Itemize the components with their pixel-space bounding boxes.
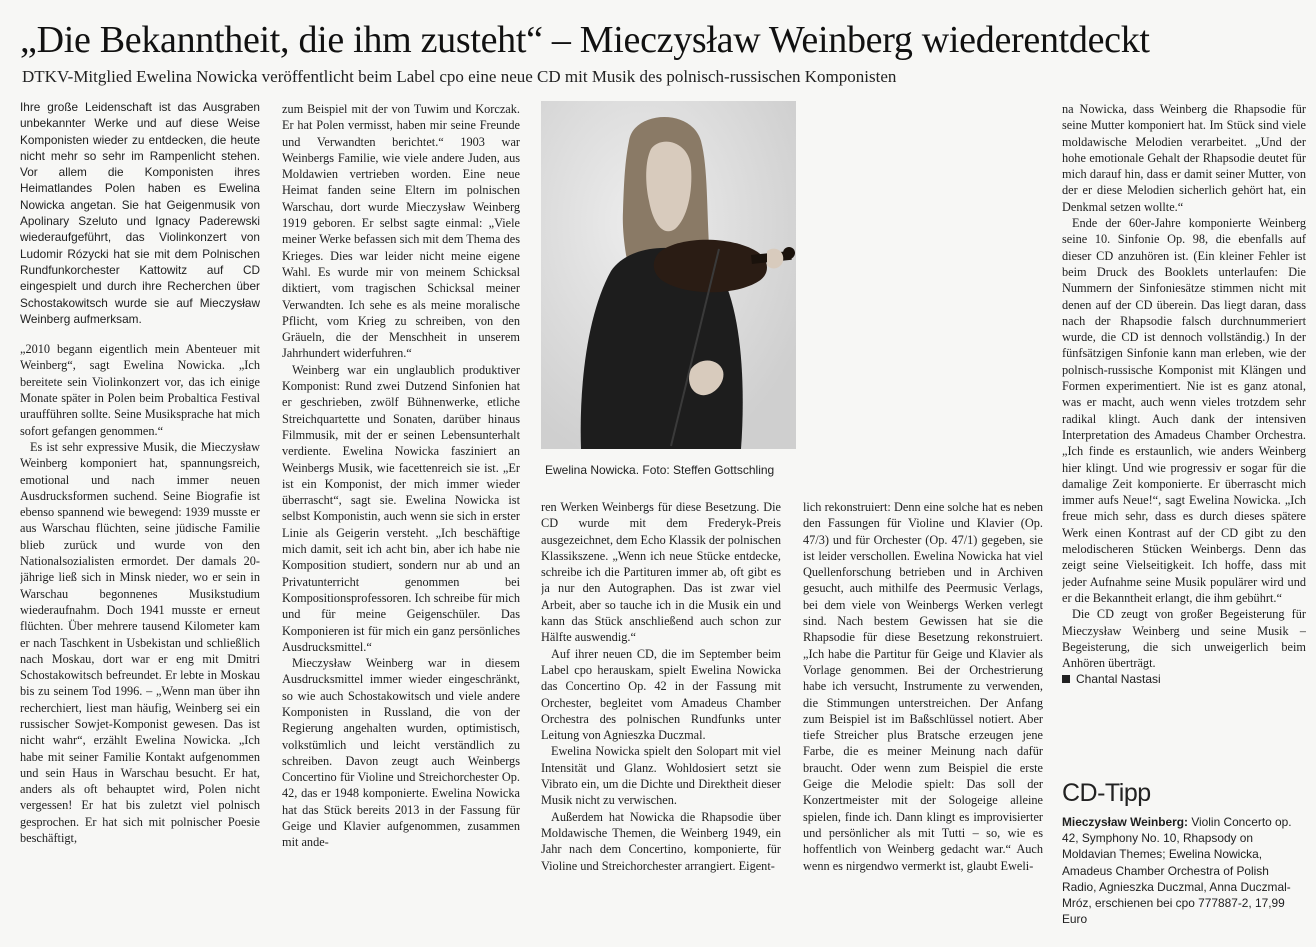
column-4 — [803, 499, 1043, 941]
paragraph: Weinberg war ein unglaublich produktiver Komponist: Rund zwei Dutzend Sinfonien hat er geschrieben, zwölf Bühnenwerke, etliche Streichquartette und Sonaten, darüber hinaus Filmmusik, mit der er seinen Lebensunterhalt verdiente. Ewelina Nowicka fasziniert an Weinbergs Musik, wie facettenreich sie ist. „Er ist ein Komponist, der mich immer wieder überrascht“, sagt sie. Ewelina Nowicka ist selbst Komponistin, auch wenn sie sich in erster Linie als Geigerin versteht. „Ich beschäftige mich damit, seit ich acht bin, aber ich habe nie Komposition studiert, sondern nur ab und an Privatunterricht genommen bei Kompositionsprofessoren. Ich schreibe für mich und für meine Geigenschüler. Das Komponieren ist für mich ein ganz persönliches Ausdrucksmittel.“ — [282, 362, 520, 654]
author-line — [1062, 671, 1306, 687]
paragraph: Außerdem hat Nowicka die Rhapsodie über Moldawische Themen, die Weinberg 1949, ein Jahr nach dem Concertino, komponierte, für Violine und Streichorchester arrangiert. Eigent- — [541, 809, 781, 873]
column-3 — [541, 499, 781, 941]
paragraph: ren Werken Weinbergs für diese Besetzung. Die CD wurde mit dem Frederyk-Preis ausgezeichnet, dem Echo Klassik der polnischen Klassikszene. „Wenn ich neue Stücke entdecke, schreibe ich die Partituren immer ab, oft gibt es ja nur den Autographen. Das ist zwar viel Arbeit, aber so tauche ich in die Musik ein und kann das Stück anschließend auch schon zur Hälfte auswendig.“ — [541, 500, 781, 645]
cd-tipp-body — [1062, 814, 1306, 927]
headline: „Die Bekanntheit, die ihm zusteht“ – Mieczysław Weinberg wiederentdeckt — [20, 19, 1150, 61]
violinist-illustration — [541, 101, 796, 449]
intro-block — [20, 99, 260, 327]
author-name: Chantal Nastasi — [1076, 672, 1161, 687]
violinist-photo — [541, 101, 796, 449]
paragraph: na Nowicka, dass Weinberg die Rhapsodie für seine Mutter komponiert hat. Im Stück sind viele moldawische Melodien verarbeitet. „Und der hohe emotionale Gehalt der Rhapsodie deutet für mich darauf hin, dass er damit seiner Mutter, von der er diese Melodien sicherlich gehört hat, ein Denkmal setzen wollte.“ — [1062, 102, 1306, 214]
cd-tipp-details: Violin Concerto op. 42, Symphony No. 10, Rhapsody on Moldavian Themes; Ewelina Nowicka, Amadeus Chamber Orchestra of Polish Radio, Agnieszka Duczmal, Anna Duczmal-Mróz, erschienen bei cpo 777887-2, 17,99 Euro — [1062, 815, 1292, 927]
column-2 — [282, 101, 520, 941]
cd-tipp-artist: Mieczysław Weinberg: — [1062, 815, 1188, 829]
paragraph: Die CD zeugt von großer Begeisterung für Mieczysław Weinberg und seine Musik – Begeisterung, die sich unweigerlich beim Anhören überträgt. — [1062, 607, 1306, 671]
subheadline: DTKV-Mitglied Ewelina Nowicka veröffentlicht beim Label cpo eine neue CD mit Musik des polnisch-russischen Komponisten — [22, 67, 897, 86]
column-1 — [20, 99, 260, 941]
paragraph: „2010 begann eigentlich mein Abenteuer mit Weinberg“, sagt Ewelina Nowicka. „Ich bereitete sein Violinkonzert vor, das ich einige Monate später in Polen beim Probaltica Festival uraufführen sollte. Seine Musiksprache hat mich sofort gefangen genommen.“ — [20, 342, 260, 438]
paragraph: lich rekonstruiert: Denn eine solche hat es neben den Fassungen für Violine und Klavier (Op. 47/3) und für Orchester (Op. 47/1) gegeben, sie ist leider verschollen. Ewelina Nowicka hat viel Quellenforschung betrieben und in Archiven gesucht, auch mithilfe des Peermusic Verlags, bei dem viele von Weinbergs Werken verlegt sind. Nach bestem Gewissen hat sie die Rhapsodie für diese Besetzung rekonstruiert. „Ich habe die Partitur für Geige und Klavier als Vorlage genommen. Bei der Orchestrierung habe ich versucht, Instrumente zu verwenden, die Stimmungen unterstreichen. Der Anfang zum Beispiel ist im Baßschlüssel notiert. Aber tiefe Streicher plus Bratsche erzeugen jene Farbe, die es meiner Meinung nach dafür braucht. Oder wenn zum Beispiel die erste Geige die Melodie spielt: Das soll der Konzertmeister mit der Sologeige alleine spielen, finde ich. Dann klingt es improvisierter und persönlicher als mit Tutti – so, wie es hoffentlich von Weinberg gedacht war.“ Auch wenn es nirgendwo vermerkt ist, glaubt Eweli- — [803, 500, 1043, 873]
paragraph: Ende der 60er-Jahre komponierte Weinberg seine 10. Sinfonie Op. 98, die ebenfalls auf dieser CD anzuhören ist. (Ein kleiner Fehler ist beim Druck des Booklets unterlaufen: Die Nummern der Sinfoniesätze stimmen nicht mit denen auf der CD überein. Das liegt daran, dass nach der Rhapsodie falsch durchnummeriert wurde, die CD ist dennoch vollständig.) In der fünfsätzigen Sinfonie kann man erleben, wie der polnisch-russische Komponist mit Klängen und Formen experimentiert. Nie ist es ganz atonal, was er macht, auch wenn vieles trotzdem sehr radikal klingt. Auch dank der intensiven Interpretation des Amadeus Chamber Orchestra. „Ich finde es erstaunlich, wie anders Weinberg hier klingt. Und wie progressiv er sogar für die damalige Zeit komponierte. Er überrascht mich immer aufs Neue!“, sagt Ewelina Nowicka. „Ich freue mich sehr, dass es durch dieses spätere Werk einen Kontrast auf der CD gibt zu den melodischeren Stücken Weinbergs. Denn das zeigt seine Vielseitigkeit. Ich hoffe, dass mit jeder Aufnahme seine Musik populärer wird und er die Bekanntheit erlangt, die ihm gebührt.“ — [1062, 216, 1306, 605]
intro-paragraph: Ihre große Leidenschaft ist das Ausgraben unbekannter Werke und auf diese Weise Komponisten wieder zu entdecken, die heute nicht mehr so sehr im Rampenlicht stehen. Vor allem die Komponisten ihres Heimatlandes Polen haben es Ewelina Nowicka angetan. Sie hat Geigenmusik von Apolinary Szeluto und Ignacy Paderewski wiederaufgeführt, das Violinkonzert von Ludomir Rózycki hat sie mit dem Polnischen Rundfunkorchester Kattowitz auf CD eingespielt und durch ihre Recherchen über Schostakowitsch wurde sie auf Mieczysław Weinberg aufmerksam. — [20, 100, 260, 326]
author-square-icon — [1062, 675, 1070, 683]
paragraph: zum Beispiel mit der von Tuwim und Korczak. Er hat Polen vermisst, haben mir seine Freunde und Verwandten berichtet.“ 1903 war Weinbergs Familie, wie viele andere Juden, aus Moldawien vertrieben worden. Eine neue Heimat fanden seine Eltern im polnischen Warschau, dort wurde Mieczysław Weinberg 1919 geboren. Er selbst sagte einmal: „Viele meiner Werke befassen sich mit dem Thema des Krieges. Dies war leider nicht meine eigene Wahl. Es wurde mir von meinem Schicksal diktiert, vom tragischen Schicksal meiner Verwandten. Ich sehe es als meine moralische Pflicht, vom Krieg zu schreiben, von den Gräueln, die der Menschheit in unserem Jahrhundert widerfuhren.“ — [282, 102, 520, 361]
paragraph: Mieczysław Weinberg war in diesem Ausdrucksmittel immer wieder eingeschränkt, so wie auch Schostakowitsch und viele andere Komponisten in Russland, die von der Regierung angehalten wurden, optimistisch, volkstümlich und leicht verständlich zu schreiben. Davon zeugt auch Weinbergs Concertino für Violine und Streichorchester Op. 42, das er 1948 komponierte. Ewelina Nowicka hat das Stück bereits 2013 in der Fassung für Geige und Klavier aufgenommen, zusammen mit ande- — [282, 656, 520, 850]
column-5 — [1062, 101, 1306, 773]
cd-tipp-title: CD-Tipp — [1062, 779, 1151, 807]
photo-caption: Ewelina Nowicka. Foto: Steffen Gottschling — [545, 463, 775, 477]
paragraph: Auf ihrer neuen CD, die im September beim Label cpo herauskam, spielt Ewelina Nowicka das Concertino Op. 42 in der Fassung mit Orchester, begleitet vom Amadeus Chamber Orchestra des polnischen Rundfunks unter Leitung von Agnieszka Duczmal. — [541, 646, 781, 743]
paragraph: Es ist sehr expressive Musik, die Mieczysław Weinberg komponiert hat, spannungsreich, emotional und nach immer neuen Ausdrucksformen suchend. Seine Biografie ist ebenso spannend wie bewegend: 1939 musste er aus Warschau flüchten, seine jüdische Familie blieb zurück und wurde von den Nationalsozialisten ermordet. Der damals 20-jährige ließ sich in Minsk nieder, wo er sein in Warschau begonnenes Musikstudium wiederaufnahm. Doch 1941 musste er erneut flüchten. Über mehrere tausend Kilometer kam er nach Taschkent in Usbekistan und schließlich nach Moskau, dort war er eng mit Dmitri Schostakowitsch befreundet. Er lebte in Moskau bis zu seinem Tod 1996. – „Wenn man über ihn recherchiert, liest man häufig, Weinberg sei ein russischer Sowjet-Komponist gewesen. Das ist nicht wahr“, erzählt Ewelina Nowicka. „Ich habe mit seiner Familie Kontakt aufgenommen und sein Haus in Warschau besucht. Er hat, anders als oft behauptet wird, Polen nicht vergessen! Er hat bis zuletzt viel polnisch gesprochen. Er hat sich mit polnischer Poesie beschäftigt, — [20, 439, 260, 846]
paragraph: Ewelina Nowicka spielt den Solopart mit viel Intensität und Glanz. Wohldosiert setzt sie Vibrato ein, um die Dichte und Direktheit dieser Musik nicht zu verwischen. — [541, 744, 781, 808]
